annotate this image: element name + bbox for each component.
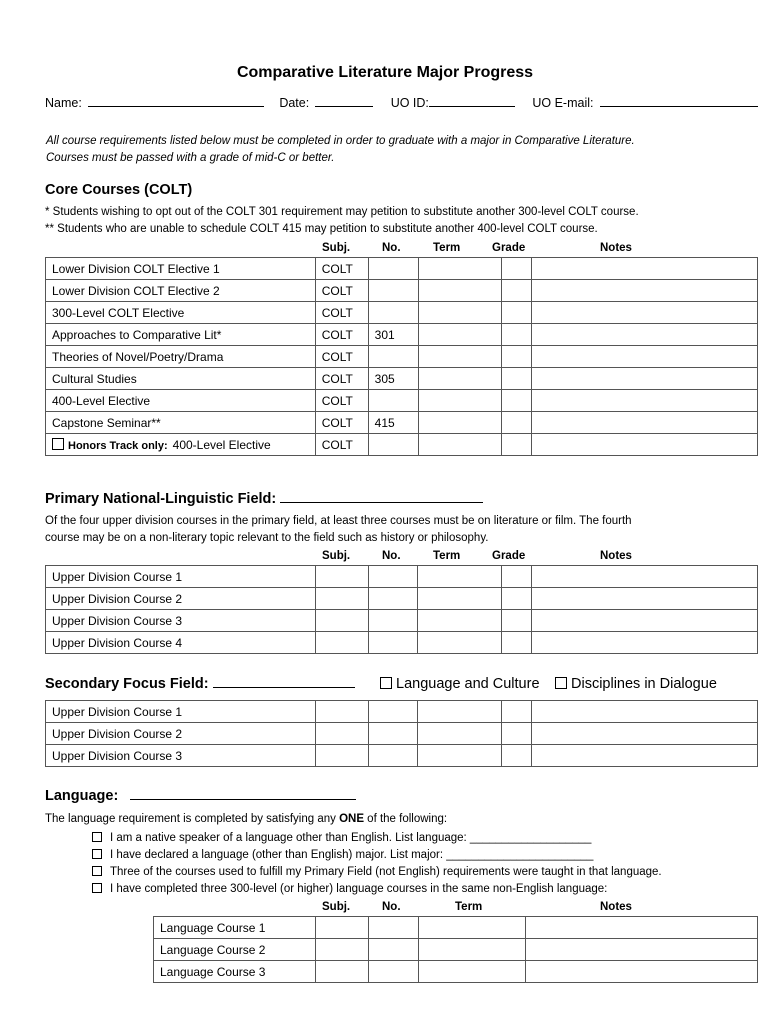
- grade-cell[interactable]: [502, 588, 532, 610]
- primary-note-2: course may be on a non-literary topic relevant to the field such as history or philosophy.: [45, 532, 489, 544]
- term-cell[interactable]: [418, 610, 502, 632]
- name-field[interactable]: [88, 106, 264, 107]
- honors-course: 400-Level Elective: [172, 437, 271, 452]
- checkbox-icon[interactable]: [92, 883, 102, 893]
- page-title: Comparative Literature Major Progress: [236, 64, 534, 81]
- table-row: [46, 745, 758, 767]
- language-option-2[interactable]: I have declared a language (other than English) major. List major: _______________________: [92, 849, 593, 861]
- email-label: UO E-mail:: [532, 96, 594, 110]
- intro-line-1: All course requirements listed below must be completed in order to graduate with a major in Comparative Literature.: [46, 135, 635, 147]
- subj-cell: COLT: [315, 258, 368, 280]
- col-term: Term: [433, 550, 461, 562]
- language-heading: Language:: [45, 788, 356, 804]
- notes-cell[interactable]: [526, 939, 758, 961]
- grade-cell[interactable]: [502, 324, 532, 346]
- subj-cell: COLT: [315, 390, 368, 412]
- language-option-4[interactable]: I have completed three 300-level (or higher) language courses in the same non-English language:: [92, 883, 607, 895]
- intro-text: [46, 133, 746, 167]
- checkbox-icon[interactable]: [92, 866, 102, 876]
- course-name: Upper Division Course 1: [46, 566, 316, 588]
- no-cell[interactable]: [368, 632, 418, 654]
- core-note-1: * Students wishing to opt out of the COLT 301 requirement may petition to substitute another 300-level COLT course.: [45, 206, 639, 218]
- notes-cell[interactable]: [532, 258, 758, 280]
- table-row: [46, 324, 758, 346]
- col-notes: Notes: [600, 550, 632, 562]
- table-row: [46, 701, 758, 723]
- course-name: Language Course 1: [154, 917, 316, 939]
- subj-cell: COLT: [315, 302, 368, 324]
- language-option-3[interactable]: Three of the courses used to fulfill my Primary Field (not English) requirements were taught in that language.: [92, 866, 662, 878]
- term-cell[interactable]: [418, 302, 502, 324]
- term-cell[interactable]: [418, 588, 502, 610]
- primary-note-1: Of the four upper division courses in the primary field, at least three courses must be on literature or film. The fourth: [45, 515, 632, 527]
- grade-cell[interactable]: [502, 368, 532, 390]
- grade-cell[interactable]: [502, 390, 532, 412]
- notes-cell[interactable]: [526, 917, 758, 939]
- term-cell[interactable]: [418, 745, 502, 767]
- col-no: No.: [382, 242, 401, 254]
- course-name: Upper Division Course 2: [46, 723, 316, 745]
- term-cell[interactable]: [418, 723, 502, 745]
- col-term: Term: [455, 901, 483, 913]
- honors-row: [46, 434, 758, 456]
- subj-cell: COLT: [315, 280, 368, 302]
- table-row: [46, 566, 758, 588]
- no-cell: [368, 302, 418, 324]
- subj-cell[interactable]: [315, 588, 368, 610]
- option-language-culture[interactable]: Language and Culture: [380, 676, 540, 692]
- language-field-input[interactable]: [130, 799, 356, 800]
- core-table: [45, 257, 758, 456]
- grade-cell[interactable]: [502, 346, 532, 368]
- notes-cell[interactable]: [532, 412, 758, 434]
- term-cell[interactable]: [418, 280, 502, 302]
- notes-cell[interactable]: [526, 961, 758, 983]
- grade-cell[interactable]: [502, 632, 532, 654]
- course-name: Language Course 2: [154, 939, 316, 961]
- table-row: [46, 346, 758, 368]
- checkbox-icon[interactable]: [92, 832, 102, 842]
- course-name: Approaches to Comparative Lit*: [46, 324, 316, 346]
- table-row: [46, 610, 758, 632]
- term-cell[interactable]: [418, 917, 526, 939]
- uoid-label: UO ID:: [390, 96, 429, 110]
- table-row: [46, 280, 758, 302]
- grade-cell[interactable]: [502, 610, 532, 632]
- grade-cell[interactable]: [502, 280, 532, 302]
- notes-cell[interactable]: [532, 280, 758, 302]
- col-grade: Grade: [492, 550, 526, 562]
- table-row: [46, 588, 758, 610]
- table-row: [154, 961, 758, 983]
- grade-cell[interactable]: [502, 302, 532, 324]
- term-cell[interactable]: [418, 324, 502, 346]
- no-cell[interactable]: [368, 961, 418, 983]
- no-cell: 301: [368, 324, 418, 346]
- table-row: [46, 412, 758, 434]
- no-cell[interactable]: [368, 566, 418, 588]
- subj-cell: COLT: [315, 324, 368, 346]
- table-row: [154, 917, 758, 939]
- course-name: Theories of Novel/Poetry/Drama: [46, 346, 316, 368]
- course-name: 400-Level Elective: [46, 390, 316, 412]
- grade-cell[interactable]: [502, 745, 532, 767]
- notes-cell[interactable]: [532, 723, 758, 745]
- date-label: Date:: [279, 96, 310, 110]
- term-cell[interactable]: [418, 390, 502, 412]
- notes-cell[interactable]: [532, 566, 758, 588]
- subj-cell: COLT: [315, 346, 368, 368]
- term-cell[interactable]: [418, 368, 502, 390]
- subj-cell[interactable]: [315, 961, 368, 983]
- notes-cell[interactable]: [532, 745, 758, 767]
- table-row: [154, 939, 758, 961]
- intro-line-2: Courses must be passed with a grade of mid-C or better.: [46, 152, 335, 164]
- option-disciplines-dialogue[interactable]: Disciplines in Dialogue: [555, 676, 717, 692]
- notes-cell[interactable]: [532, 588, 758, 610]
- term-cell[interactable]: [418, 632, 502, 654]
- language-intro: The language requirement is completed by satisfying any ONE of the following:: [45, 813, 448, 825]
- subj-cell[interactable]: [315, 566, 368, 588]
- grade-cell[interactable]: [502, 566, 532, 588]
- col-subj: Subj.: [322, 901, 351, 913]
- grade-cell[interactable]: [502, 701, 532, 723]
- course-name: [46, 434, 316, 456]
- course-name: Upper Division Course 1: [46, 701, 316, 723]
- no-cell[interactable]: [368, 610, 418, 632]
- table-row: [46, 390, 758, 412]
- subj-cell[interactable]: [315, 917, 368, 939]
- no-cell: [368, 258, 418, 280]
- course-name: Upper Division Course 3: [46, 745, 316, 767]
- checkbox-icon[interactable]: [92, 849, 102, 859]
- no-cell[interactable]: [368, 745, 418, 767]
- subj-cell: COLT: [315, 368, 368, 390]
- term-cell[interactable]: [418, 701, 502, 723]
- no-cell[interactable]: [368, 434, 418, 456]
- notes-cell[interactable]: [532, 368, 758, 390]
- no-cell: 415: [368, 412, 418, 434]
- term-cell[interactable]: [418, 434, 502, 456]
- grade-cell[interactable]: [502, 412, 532, 434]
- subj-cell: COLT: [315, 412, 368, 434]
- col-term: Term: [433, 242, 461, 254]
- subj-cell[interactable]: [315, 723, 368, 745]
- term-cell[interactable]: [418, 258, 502, 280]
- notes-cell[interactable]: [532, 302, 758, 324]
- no-cell[interactable]: [368, 917, 418, 939]
- subj-cell[interactable]: [315, 745, 368, 767]
- table-row: [46, 632, 758, 654]
- course-name: Upper Division Course 3: [46, 610, 316, 632]
- col-grade: Grade: [492, 242, 526, 254]
- notes-cell[interactable]: [532, 390, 758, 412]
- grade-cell[interactable]: [502, 723, 532, 745]
- honors-label: Honors Track only:: [68, 439, 168, 452]
- notes-cell[interactable]: [532, 610, 758, 632]
- language-option-1[interactable]: I am a native speaker of a language other than English. List language: ___________________: [92, 832, 591, 844]
- course-name: Cultural Studies: [46, 368, 316, 390]
- course-name: Lower Division COLT Elective 1: [46, 258, 316, 280]
- checkbox-language-culture[interactable]: [380, 677, 392, 689]
- secondary-table: [45, 700, 758, 767]
- no-cell: [368, 280, 418, 302]
- notes-cell[interactable]: [532, 324, 758, 346]
- no-cell[interactable]: [368, 723, 418, 745]
- course-name: Lower Division COLT Elective 2: [46, 280, 316, 302]
- course-name: 300-Level COLT Elective: [46, 302, 316, 324]
- secondary-field-input[interactable]: [213, 687, 355, 688]
- table-row: [46, 368, 758, 390]
- course-name: Capstone Seminar**: [46, 412, 316, 434]
- term-cell[interactable]: [418, 346, 502, 368]
- no-cell[interactable]: [368, 588, 418, 610]
- col-notes: Notes: [600, 901, 632, 913]
- no-cell: [368, 390, 418, 412]
- name-label: Name:: [45, 96, 82, 110]
- uoid-field[interactable]: [429, 106, 515, 107]
- subj-cell[interactable]: [315, 701, 368, 723]
- primary-heading: Primary National-Linguistic Field:: [45, 491, 483, 507]
- term-cell[interactable]: [418, 566, 502, 588]
- subj-cell[interactable]: [315, 632, 368, 654]
- notes-cell[interactable]: [532, 346, 758, 368]
- grade-cell[interactable]: [502, 258, 532, 280]
- notes-cell[interactable]: [532, 632, 758, 654]
- table-row: [46, 258, 758, 280]
- date-field[interactable]: [315, 106, 373, 107]
- grade-cell[interactable]: [502, 434, 532, 456]
- core-note-2: ** Students who are unable to schedule COLT 415 may petition to substitute another 400-level COLT course.: [45, 223, 598, 235]
- course-name: Language Course 3: [154, 961, 316, 983]
- subj-cell[interactable]: [315, 939, 368, 961]
- no-cell: [368, 346, 418, 368]
- no-cell: 305: [368, 368, 418, 390]
- checkbox-disciplines-dialogue[interactable]: [555, 677, 567, 689]
- term-cell[interactable]: [418, 412, 502, 434]
- col-notes: Notes: [600, 242, 632, 254]
- course-name: Upper Division Course 4: [46, 632, 316, 654]
- course-name: Upper Division Course 2: [46, 588, 316, 610]
- header-fields: [45, 96, 764, 110]
- subj-cell[interactable]: [315, 610, 368, 632]
- no-cell[interactable]: [368, 939, 418, 961]
- notes-cell[interactable]: [532, 701, 758, 723]
- core-heading: Core Courses (COLT): [45, 182, 193, 198]
- secondary-heading: Secondary Focus Field:: [45, 676, 355, 692]
- no-cell[interactable]: [368, 701, 418, 723]
- honors-checkbox[interactable]: [52, 438, 64, 450]
- language-table: [153, 916, 758, 983]
- notes-cell[interactable]: [532, 434, 758, 456]
- term-cell[interactable]: [418, 939, 526, 961]
- col-no: No.: [382, 901, 401, 913]
- table-row: [46, 302, 758, 324]
- col-no: No.: [382, 550, 401, 562]
- subj-cell: COLT: [315, 434, 368, 456]
- col-subj: Subj.: [322, 242, 351, 254]
- email-field[interactable]: [600, 106, 758, 107]
- term-cell[interactable]: [418, 961, 526, 983]
- primary-field-input[interactable]: [280, 502, 483, 503]
- table-row: [46, 723, 758, 745]
- primary-table: [45, 565, 758, 654]
- col-subj: Subj.: [322, 550, 351, 562]
